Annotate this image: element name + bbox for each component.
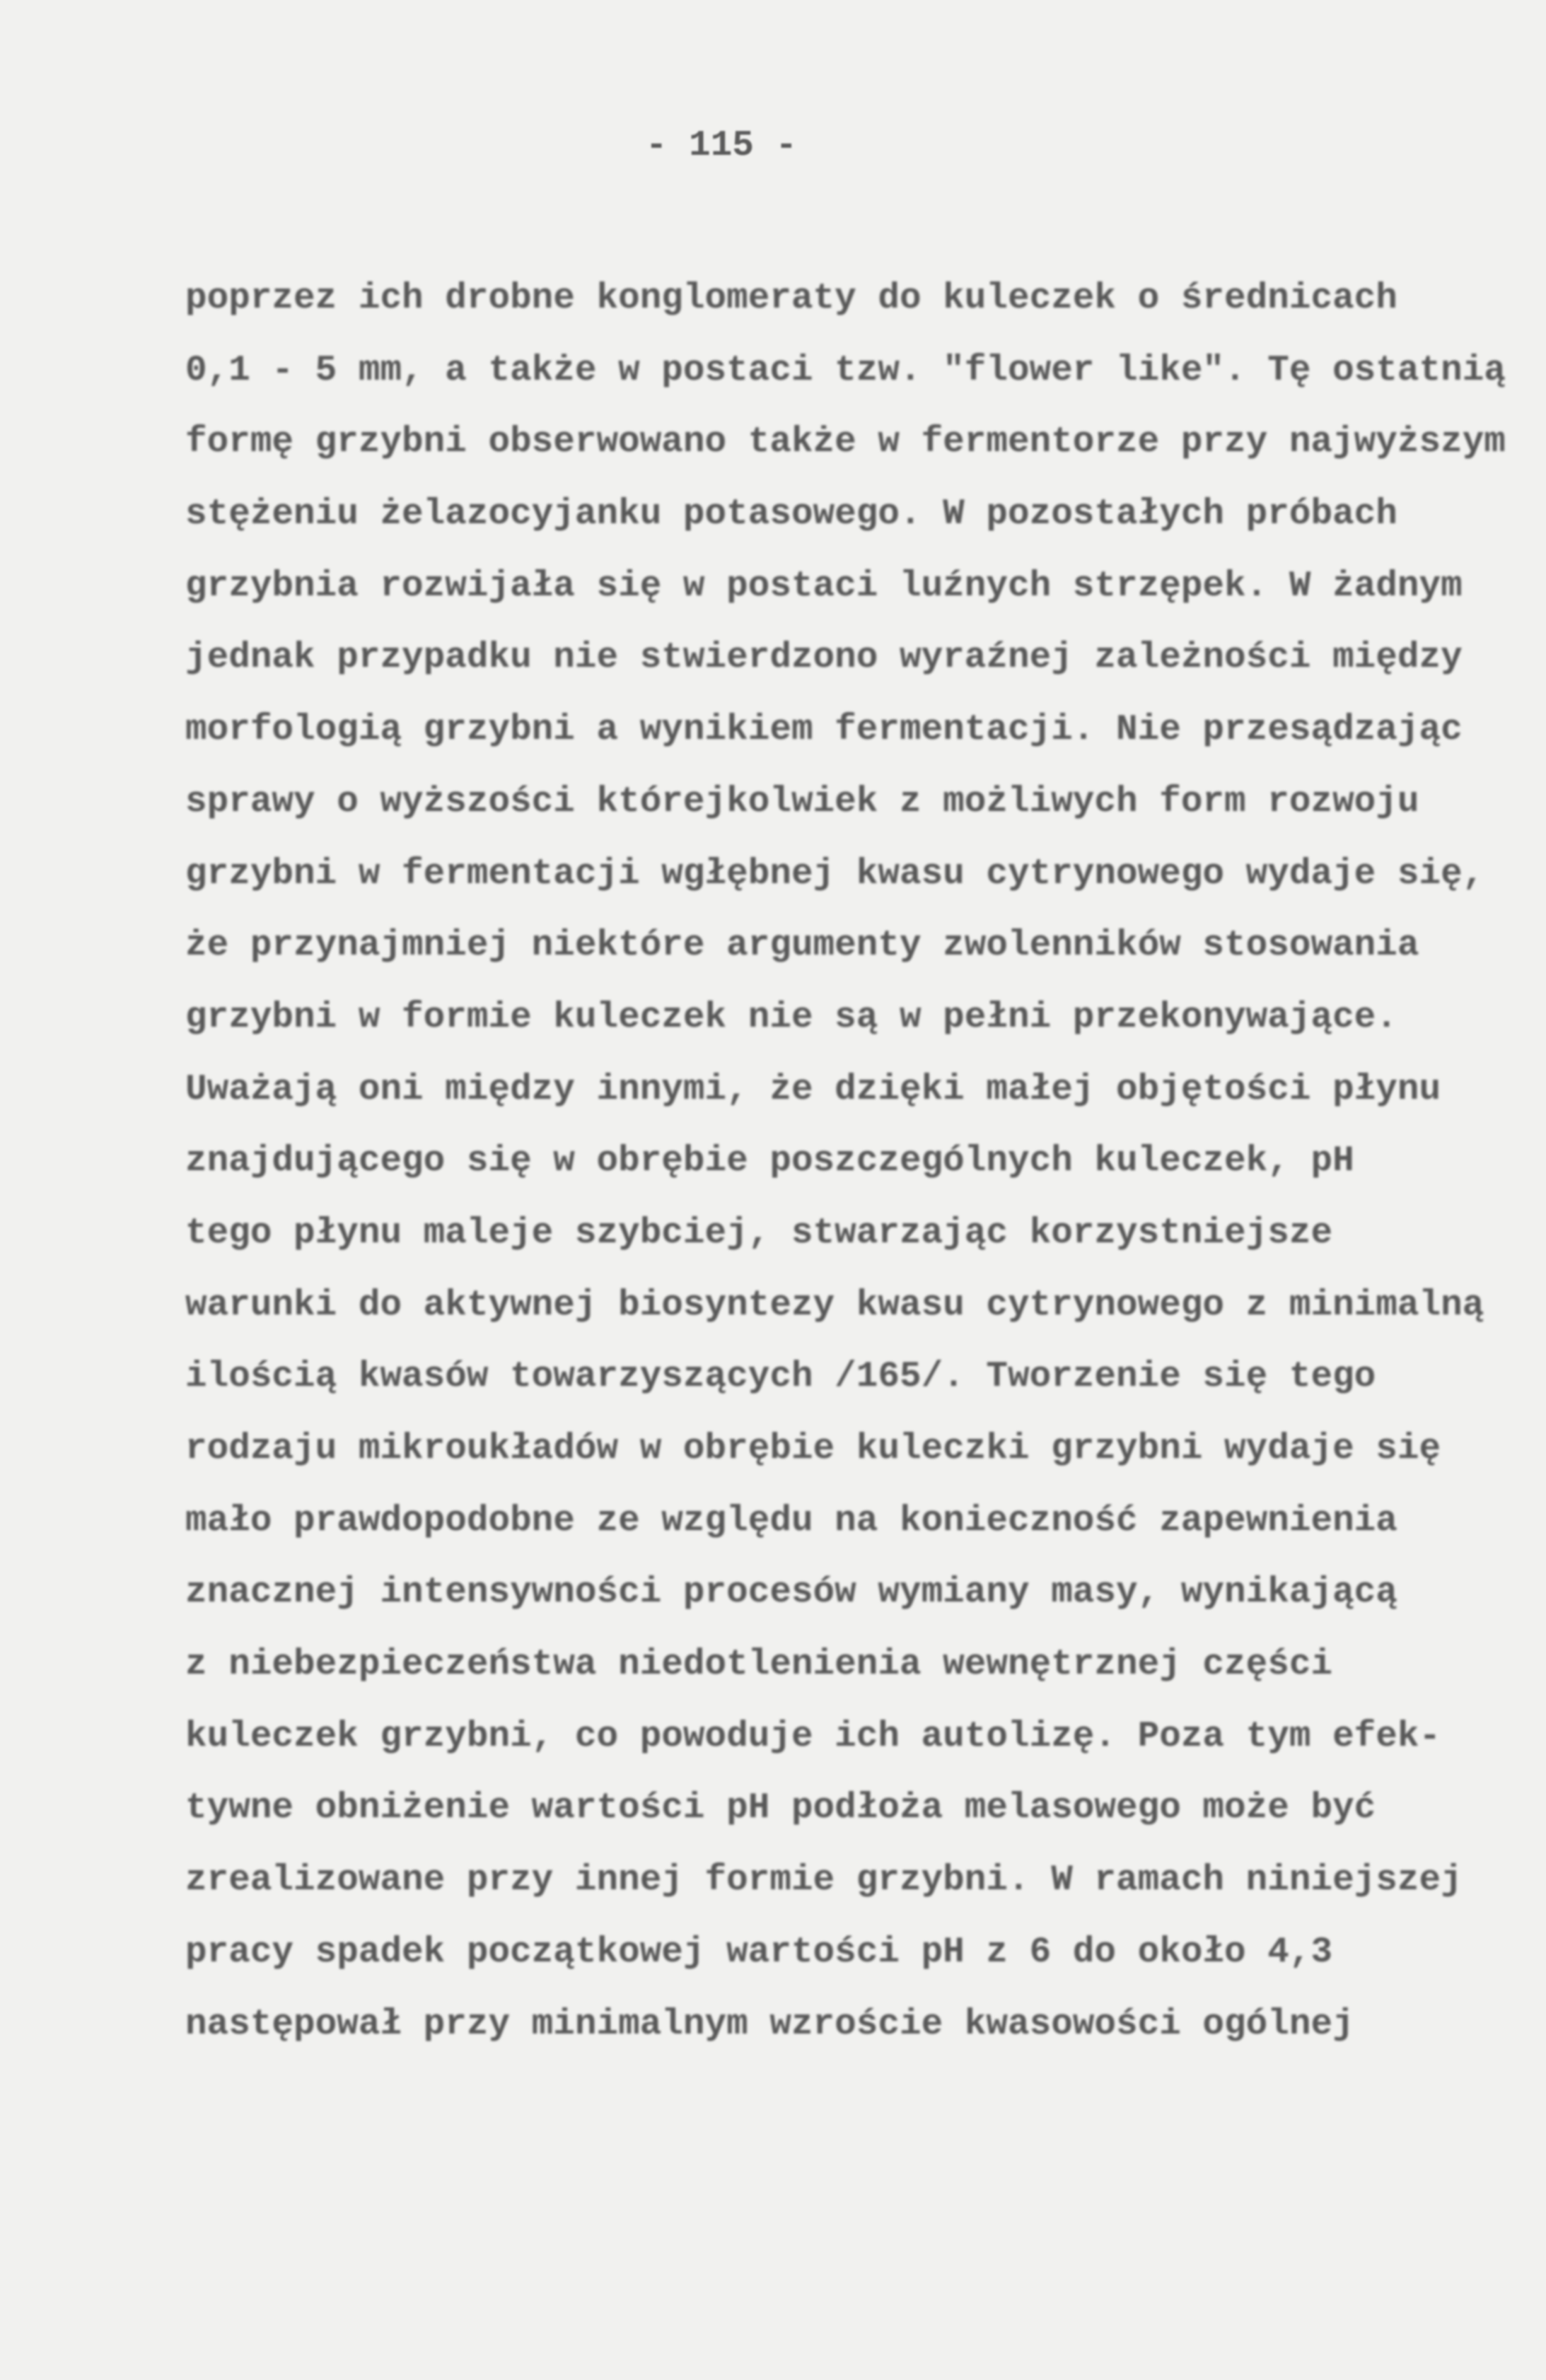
text-line: Uważają oni między innymi, że dzięki małej objętości płynu (185, 1069, 1441, 1110)
text-line: sprawy o wyższości którejkolwiek z możliwych form rozwoju (185, 781, 1419, 822)
text-line: 0,1 - 5 mm, a także w postaci tzw. "flower like". Tę ostatnią (185, 350, 1506, 391)
text-line: stężeniu żelazocyjanku potasowego. W pozostałych próbach (185, 494, 1397, 535)
text-line: warunki do aktywnej biosyntezy kwasu cytrynowego z minimalną (185, 1285, 1484, 1326)
text-line: mało prawdopodobne ze względu na konieczność zapewnienia (185, 1500, 1397, 1541)
text-line: grzybni w formie kuleczek nie są w pełni przekonywające. (185, 997, 1397, 1038)
text-line: pracy spadek początkowej wartości pH z 6 do około 4,3 (185, 1932, 1333, 1973)
text-line: poprzez ich drobne konglomeraty do kuleczek o średnicach (185, 279, 1397, 319)
body-text (185, 263, 1506, 2060)
text-line: rodzaju mikroukładów w obrębie kuleczki grzybni wydaje się (185, 1429, 1441, 1469)
text-line: tywne obniżenie wartości pH podłoża melasowego może być (185, 1788, 1376, 1829)
text-line: morfologią grzybni a wynikiem fermentacji. Nie przesądzając (185, 710, 1463, 751)
page-number: - 115 - (645, 126, 798, 166)
text-line: z niebezpieczeństwa niedotlenienia wewnętrznej części (185, 1645, 1333, 1686)
text-line: kuleczek grzybni, co powoduje ich autolizę. Poza tym efek- (185, 1716, 1441, 1757)
text-line: jednak przypadku nie stwierdzono wyraźnej zależności między (185, 638, 1463, 679)
text-line: grzybnia rozwijała się w postaci luźnych strzępek. W żadnym (185, 566, 1463, 607)
text-line: zrealizowane przy innej formie grzybni. W ramach niniejszej (185, 1860, 1463, 1901)
text-line: następował przy minimalnym wzroście kwasowości ogólnej (185, 2004, 1354, 2045)
text-line: formę grzybni obserwowano także w fermentorze przy najwyższym (185, 422, 1506, 463)
text-line: znajdującego się w obrębie poszczególnych kuleczek, pH (185, 1141, 1354, 1182)
text-line: grzybni w fermentacji wgłębnej kwasu cytrynowego wydaje się, (185, 853, 1484, 894)
text-line: tego płynu maleje szybciej, stwarzając korzystniejsze (185, 1213, 1333, 1254)
text-line: ilością kwasów towarzyszących /165/. Tworzenie się tego (185, 1357, 1376, 1398)
text-line: że przynajmniej niektóre argumenty zwolenników stosowania (185, 926, 1419, 967)
text-line: znacznej intensywności procesów wymiany masy, wynikającą (185, 1573, 1397, 1614)
